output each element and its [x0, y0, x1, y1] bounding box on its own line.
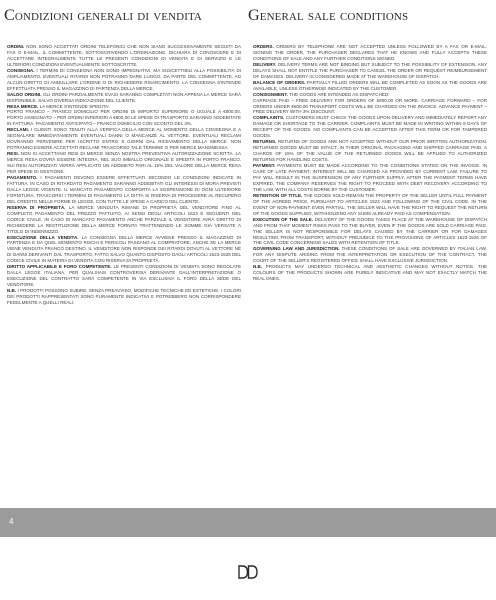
- condition-heading: PAYMENT.: [253, 163, 276, 169]
- condition-paragraph: [253, 193, 487, 217]
- page-titles: [4, 6, 492, 25]
- condition-heading: ESECUZIONE DELLA VENDITA.: [7, 234, 79, 240]
- condition-text: GLI ORDINI PARZIALMENTE EVASI SARANNO COMPLETATI NON APPENA LA MERCE SARÀ DISPONIBILE, SALVO DIVERSA INDICAZIONE DEL CLIENTE.: [7, 91, 241, 103]
- condition-paragraph: [7, 205, 241, 235]
- condition-text: I PAGAMENTI DEVONO ESSERE EFFETTUATI SECONDO LE CONDIZIONI INDICATE IN FATTURA. IN CASO DI RITARDATO PAGAMENTO SARANNO ADDEBITATI GLI INTERESSI DI MORA PREVISTI DALLA LEGGE VIGENTE. IL MANCATO PAGAMENTO COMPORTA LA SOSPENSIONE DI OGNI ULTERIORE FORNITURA. TRASCORSI I TERMINI DI PAGAMENTO LA DITTA SI RISERVA DI PROCEDERE AL RECUPERO DEL CREDITO NELLE FORME DI LEGGE, CON TUTTE LE SPESE A CARICO DEL CLIENTE.: [7, 174, 241, 204]
- condition-heading: DIRITTO APPLICABILE E FORO COMPETENTE.: [7, 264, 112, 270]
- condition-text: DELIVERY TERMS ARE NOT BINDING BUT SUBJECT TO THE POSSIBILITY OF EXTENSION. ANY DELAYS SHALL NOT ENTITLE THE PURCHASER TO CANCEL THE ORDER OR REQUEST REIMBURSEMENT OF DAMAGES. DELIVERY IS CONSIDERED MADE AT THE WAREHOUSE OF DISPATCH.: [253, 61, 487, 79]
- brand-logo-icon: [238, 564, 258, 580]
- condition-text: ORDERS BY TELEPHONE ARE NOT ACCEPTED UNLESS FOLLOWED BY A FAX OR E-MAIL. SIGNING THE ORDER, THE PURCHASER DECLARES THAT HE KNOWS AND FULLY ACCEPTS THESE CONDITIONS OF SALE AND ANY FURTHER CONDITIONS SIGNED.: [253, 44, 487, 61]
- italian-conditions-column: [7, 44, 241, 306]
- condition-paragraph: [7, 151, 241, 175]
- english-conditions-column: [253, 44, 487, 282]
- title-english: General sale conditions: [248, 6, 409, 24]
- condition-heading: RETENTION OF TITLE.: [253, 192, 303, 198]
- condition-paragraph: [7, 288, 241, 306]
- condition-paragraph: [253, 80, 487, 92]
- condition-heading: RECLAMI.: [7, 127, 29, 133]
- condition-heading: N.B.: [253, 264, 263, 270]
- condition-paragraph: [7, 175, 241, 205]
- condition-heading: RETURNS.: [253, 139, 277, 145]
- condition-heading: COMPLAINTS.: [253, 115, 285, 121]
- condition-text: LE PRESENTI CONDIZIONI DI VENDITA SONO REGOLATE DALLA LEGGE ITALIANA. PER QUALSIASI CONTROVERSIA DERIVANTE DALL'INTERPRETAZIONE O ESECUZIONE DEL CONTRATTO SARÀ COMPETENTE IN VIA ESCLUSIVA IL FORO DELLA SEDE DEL VENDITORE.: [7, 264, 241, 288]
- condition-text: PARTIALLY FILLED ORDERS WILL BE COMPLETED AS SOON AS THE GOODS ARE AVAILABLE, UNLESS OTHERWISE INDICATED BY THE CUSTOMER.: [253, 79, 488, 91]
- condition-text: NON SI ACCETTANO RESI DI MERCE SENZA NOSTRA PREVENTIVA AUTORIZZAZIONE SCRITTA. LA MERCE RESA DOVRÀ ESSERE INTEGRA, NEL SUO IMBALLO ORIGINALE E SPEDITA IN PORTO FRANCO. SUI RESI AUTORIZZATI VERRÀ APPLICATO UN ADDEBITO PARI AL 15% DEL VALORE DELLA MERCE RESA PER SPESE DI GESTIONE.: [7, 151, 241, 175]
- condition-paragraph: [7, 44, 241, 68]
- condition-heading: BALANCE OF ORDERS.: [253, 79, 306, 85]
- condition-text: CARRIAGE PAID – FREE DELIVERY FOR ORDERS OF €800,00 OR MORE. CARRIAGE FORWARD – FOR ORDERS UNDER €800,00 TRANSPORT COSTS WILL BE CHARGED ON THE INVOICE. ADVANCE PAYMENT – FREE DELIVERY WITH 3% DISCOUNT.: [253, 97, 487, 115]
- condition-paragraph: [7, 68, 241, 92]
- condition-paragraph: [7, 235, 241, 265]
- condition-text: THE GOODS SOLD REMAIN THE PROPERTY OF THE SELLER UNTIL FULL PAYMENT OF THE AGREED PRICE, PURSUANT TO ARTICLES 1523 AND FOLLOWING OF THE CIVIL CODE. IN THE EVENT OF NON-PAYMENT, EVEN PARTIAL, THE SELLER WILL HAVE THE RIGHT TO REQUEST THE RETURN OF THE GOODS SUPPLIED, WITHHOLDING ANY SUMS ALREADY PAID AS COMPENSATION.: [253, 192, 487, 216]
- condition-paragraph: [253, 139, 487, 163]
- condition-heading: RESI.: [7, 151, 19, 157]
- condition-paragraph: [253, 163, 487, 193]
- condition-heading: RISERVA DI PROPRIETÀ.: [7, 204, 66, 210]
- condition-text: I TERMINI DI CONSEGNA NON SONO IMPEGNATIVI, MA SUSCETTIBILI ALLA POSSIBILITÀ DI AMPLIAMENTO. EVENTUALI RITARDI NON POTRANNO DARE LUOGO, DA PARTE DEL COMMITTENTE, AD ALCUN DIRITTO DI ANNULLARE L'ORDINE O DI RICHIEDERE RISARCIMENTO. LA CONSEGNA S'INTENDE EFFETTUATA PRESSO IL MAGAZZINO DI PARTENZA DELLA MERCE.: [7, 67, 241, 91]
- condition-heading: GOVERNING LAW AND JURISDICTION.: [253, 246, 340, 252]
- condition-text: PRODUCTS MAY UNDERGO TECHNICAL AND AESTHETIC CHANGES WITHOUT NOTICE. THE COLOURS OF THE PRODUCTS SHOWN ARE PURELY INDICATIVE AND MAY NOT EXACTLY MATCH THE REAL ONES.: [253, 264, 488, 282]
- condition-paragraph: [253, 115, 487, 139]
- condition-text: THESE CONDITIONS OF SALE ARE GOVERNED BY ITALIAN LAW. FOR ANY DISPUTE ARISING FROM THE INTERPRETATION OR EXECUTION OF THE CONTRACT, THE COURT OF THE SELLER'S REGISTERED OFFICE SHALL HAVE EXCLUSIVE JURISDICTION.: [253, 246, 487, 264]
- condition-text: RETURNS OF GOODS ARE NOT ACCEPTED WITHOUT OUR PRIOR WRITTEN AUTHORIZATION. RETURNED GOODS MUST BE INTACT, IN THEIR ORIGINAL PACKAGING AND SHIPPED CARRIAGE PAID. A CHARGE OF 15% OF THE VALUE OF THE RETURNED GOODS WILL BE APPLIED TO AUTHORIZED RETURNS FOR HANDLING COSTS.: [253, 139, 488, 163]
- condition-text: PAYMENTS MUST BE MADE ACCORDING TO THE CONDITIONS STATED ON THE INVOICE. IN CASE OF LATE PAYMENT, INTEREST WILL BE CHARGED AS PROVIDED BY CURRENT LAW. FAILURE TO PAY WILL RESULT IN THE SUSPENSION OF ANY FURTHER SUPPLY. AFTER THE PAYMENT TERMS HAVE EXPIRED, THE COMPANY RESERVES THE RIGHT TO PROCEED WITH DEBT RECOVERY ACCORDING TO THE LAW, WITH ALL COSTS BORNE BY THE CUSTOMER.: [253, 163, 487, 192]
- condition-paragraph: [7, 127, 241, 151]
- condition-heading: ORDERS.: [253, 44, 274, 49]
- condition-text: LA MERCE VENDUTA RIMANE DI PROPRIETÀ DEL VENDITORE FINO AL COMPLETO PAGAMENTO DEL PREZZO PATTUITO, AI SENSI DEGLI ARTICOLI 1523 E SEGUENTI DEL CODICE CIVILE. IN CASO DI MANCATO PAGAMENTO ANCHE PARZIALE IL VENDITORE AVRÀ DIRITTO DI RICHIEDERE LA RESTITUZIONE DELLA MERCE FORNITA TRATTENENDO LE SOMME GIÀ VERSATE A TITOLO DI INDENNIZZO.: [7, 204, 241, 234]
- condition-text: I CLIENTI SONO TENUTI ALLA VERIFICA DELLA MERCE AL MOMENTO DELLA CONSEGNA E A SEGNALARE IMMEDIATAMENTE EVENTUALI DANNI O MANCANZE AL VETTORE. EVENTUALI RECLAMI DOVRANNO PERVENIRE PER ISCRITTO ENTRO 8 GIORNI DAL RICEVIMENTO DELLA MERCE. NON POTRANNO ESSERE ACCETTATI RECLAMI TRASCORSO TALE TERMINE O PER MERCE MANOMESSA.: [7, 127, 241, 151]
- condition-paragraph: [7, 264, 241, 288]
- condition-text: CUSTOMERS MUST CHECK THE GOODS UPON DELIVERY AND IMMEDIATELY REPORT ANY DAMAGE OR SHORTAGE TO THE CARRIER. COMPLAINTS MUST BE MADE IN WRITING WITHIN 8 DAYS OF RECEIPT OF THE GOODS. NO COMPLAINTS CAN BE ACCEPTED AFTER THIS TERM OR FOR TAMPERED GOODS.: [253, 115, 487, 139]
- page-number: 4: [9, 517, 14, 526]
- condition-text: NON SONO ACCETTATI ORDINI TELEFONICI CHE NON SIANO SUCCESSIVAMENTE SEGUITI DA FAX O E-MAIL. IL COMMITTENTE, SOTTOSCRIVENDO L'ORDINAZIONE, DICHIARA DI CONOSCERE E DI ACCETTARE INTEGRALMENTE TUTTE LE PRESENTI CONDIZIONI DI VENDITA E DI SERVIZIO E LE ULTERIORI CONDIZIONI EVENTUALMENTE SOTTOSCRITTE.: [7, 44, 241, 67]
- condition-paragraph: [7, 109, 241, 127]
- condition-heading: EXECUTION OF THE SALE.: [253, 216, 314, 222]
- footer-band: [0, 508, 496, 537]
- condition-heading: CONSEGNA.: [7, 67, 35, 73]
- condition-heading: PAGAMENTO.: [7, 174, 38, 180]
- condition-paragraph: [253, 98, 487, 116]
- condition-text: I PRODOTTI POSSONO SUBIRE, SENZA PREAVVISO, MODIFICHE TECNICHE ED ESTETICHE. I COLORI DEI PRODOTTI RAPPRESENTATI SONO PURAMENTE INDICATIVI E POTREBBERO NON CORRISPONDERE FEDELMENTE A QUELLI REALI.: [7, 288, 241, 305]
- condition-heading: CONSIGNMENT.: [253, 91, 288, 97]
- condition-text: LA CONSEGNA DELLA MERCE AVVIENE PRESSO IL MAGAZZINO DI PARTENZA E DA QUEL MOMENTO RISCHI E PERICOLI PASSANO AL COMPRATORE, ANCHE SE LA MERCE VIENE VENDUTA FRANCO DESTINO. IL VENDITORE NON RISPONDE DEI RITARDI DOVUTI AL VETTORE NÉ DI DANNI DERIVANTI DAL TRASPORTO, FATTO SALVO QUANTO DISPOSTO DAGLI ARTICOLI 1523-1526 DEL CODICE CIVILE IN MATERIA DI VENDITA CON RISERVA DI PROPRIETÀ.: [7, 234, 241, 264]
- condition-heading: SALDO ORDINI.: [7, 91, 42, 97]
- condition-paragraph: [253, 217, 487, 247]
- condition-text: THE GOODS ARE INTENDED AS DISPATCHED:: [289, 91, 390, 97]
- condition-heading: RESA MERCE.: [7, 103, 39, 109]
- condition-heading: N.B.: [7, 288, 17, 294]
- title-italian: Condizioni generali di vendita: [4, 6, 202, 24]
- condition-heading: DELIVERY.: [253, 61, 277, 67]
- condition-paragraph: [253, 62, 487, 80]
- condition-paragraph: [253, 246, 487, 264]
- condition-paragraph: [253, 44, 487, 62]
- condition-text: PORTO FRANCO – FRANCO DOMICILIO PER ORDINI DI IMPORTO SUPERIORE O UGUALE A €800,00. PORTO ASSEGNATO – PER ORDINI INFERIORI A €800,00 LE SPESE DI TRASPORTO SARANNO ADDEBITATE IN FATTURA. PAGAMENTO ANTICIPATO – FRANCO DOMICILIO CON SCONTO DEL 3%.: [7, 109, 241, 127]
- condition-text: DELIVERY OF THE GOODS TAKES PLACE AT THE WAREHOUSE OF DISPATCH AND FROM THAT MOMENT RISKS PASS TO THE BUYER, EVEN IF THE GOODS ARE SOLD CARRIAGE PAID. THE SELLER IS NOT RESPONSIBLE FOR DELAYS CAUSED BY THE CARRIER OR FOR DAMAGES RESULTING FROM TRANSPORT, WITHOUT PREJUDICE TO THE PROVISIONS OF ARTICLES 1523-1526 OF THE CIVIL CODE CONCERNING SALES WITH RETENTION OF TITLE.: [253, 216, 488, 246]
- condition-paragraph: [7, 92, 241, 104]
- condition-heading: ORDINI.: [7, 44, 25, 49]
- condition-text: LA MERCE S'INTENDE SPEDITA:: [39, 103, 110, 109]
- condition-paragraph: [253, 264, 487, 282]
